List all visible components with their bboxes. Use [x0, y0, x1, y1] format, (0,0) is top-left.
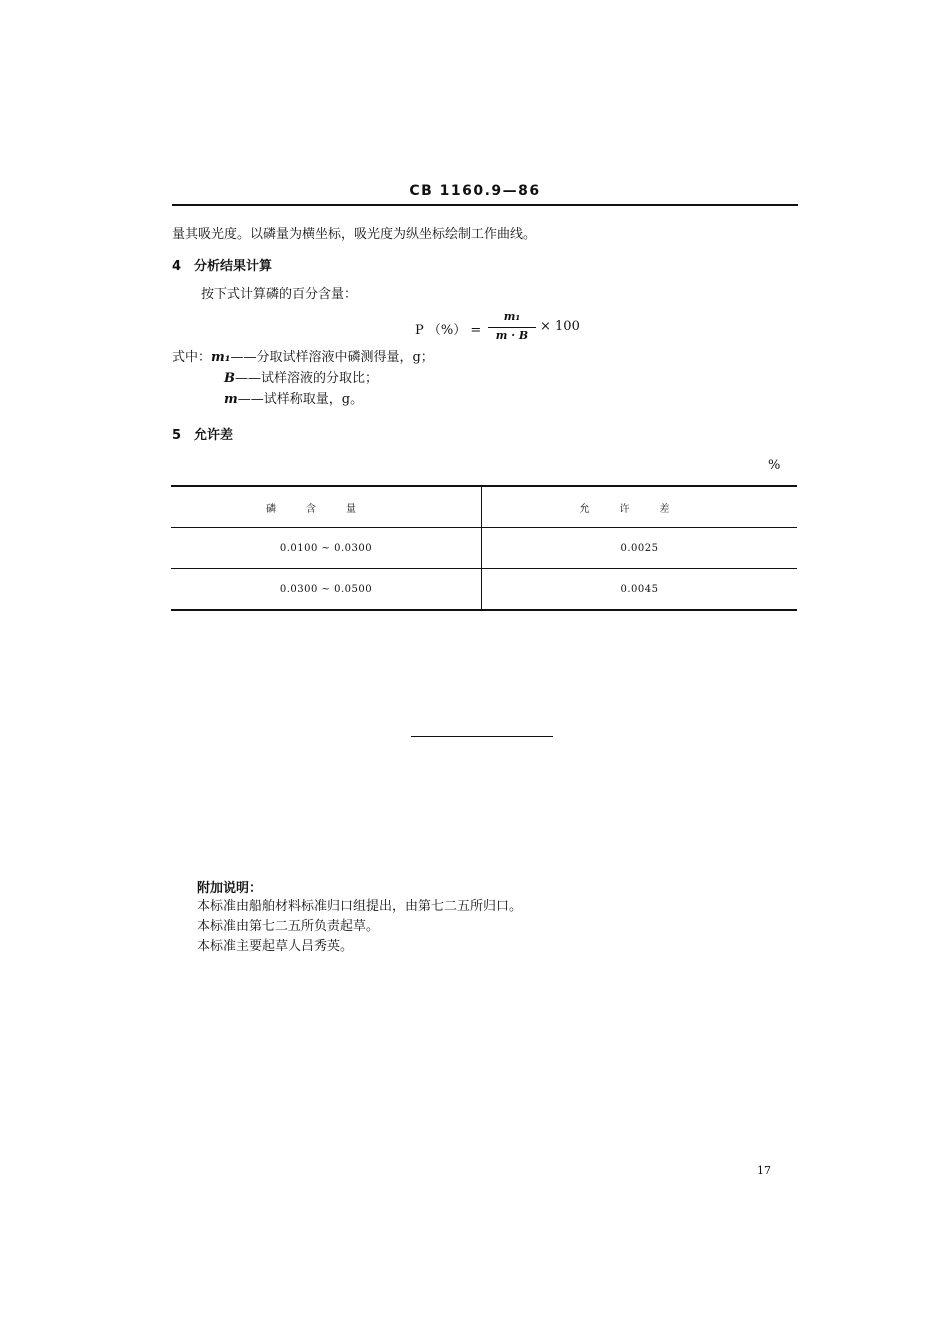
section-4-number: 4: [172, 259, 182, 274]
table-cell-range: 0.0300 ~ 0.0500: [171, 569, 482, 611]
note-line: 本标准由第七二五所负责起草。: [197, 919, 380, 934]
continuation-text: 量其吸光度。以磷量为横坐标，吸光度为纵坐标绘制工作曲线。: [172, 227, 537, 242]
header-phosphorus-content: 磷含量: [171, 486, 482, 528]
section-5-heading: [172, 424, 233, 443]
table-header-row: [171, 486, 797, 528]
definition-text: ——试样称取量，g。: [237, 392, 364, 407]
header-rule: [172, 204, 798, 206]
formula-numerator: m₁: [503, 310, 521, 323]
table-unit: %: [768, 458, 781, 473]
section-4-title: 分析结果计算: [194, 259, 273, 274]
end-rule: [411, 736, 553, 737]
table-row: [171, 528, 797, 569]
where-label: 式中：: [172, 350, 212, 365]
fraction-bar: [488, 327, 536, 328]
standard-code: CB 1160.9—86: [409, 183, 541, 199]
section-4-heading: [172, 255, 272, 274]
notes-title: 附加说明：: [197, 881, 263, 896]
definition-symbol: B: [224, 371, 235, 386]
formula-rhs: × 100: [540, 319, 580, 334]
definition-m1: [172, 349, 434, 367]
definition-text: ——试样溶液的分取比；: [235, 371, 379, 386]
page-number: 17: [757, 1164, 771, 1177]
section-5-number: 5: [172, 428, 182, 443]
note-line: 本标准主要起草人吕秀英。: [197, 939, 354, 954]
formula-lhs: P （%） =: [415, 323, 482, 338]
table-row: [171, 569, 797, 611]
definition-B: [224, 370, 378, 388]
formula-intro: 按下式计算磷的百分含量：: [201, 287, 358, 302]
note-line: 本标准由船舶材料标准归口组提出，由第七二五所归口。: [197, 899, 523, 914]
formula-denominator: m · B: [495, 329, 529, 342]
table-cell-tolerance: 0.0025: [482, 528, 798, 569]
definition-symbol: m: [224, 392, 238, 407]
table-cell-range: 0.0100 ~ 0.0300: [171, 528, 482, 569]
tolerance-table: [171, 485, 797, 611]
definition-m: [224, 391, 363, 409]
table-cell-tolerance: 0.0045: [482, 569, 798, 611]
definition-text: ——分取试样溶液中磷测得量，g；: [230, 350, 434, 365]
definition-symbol: m₁: [211, 350, 231, 365]
section-5-title: 允许差: [194, 428, 234, 443]
header-tolerance: 允许差: [482, 486, 798, 528]
